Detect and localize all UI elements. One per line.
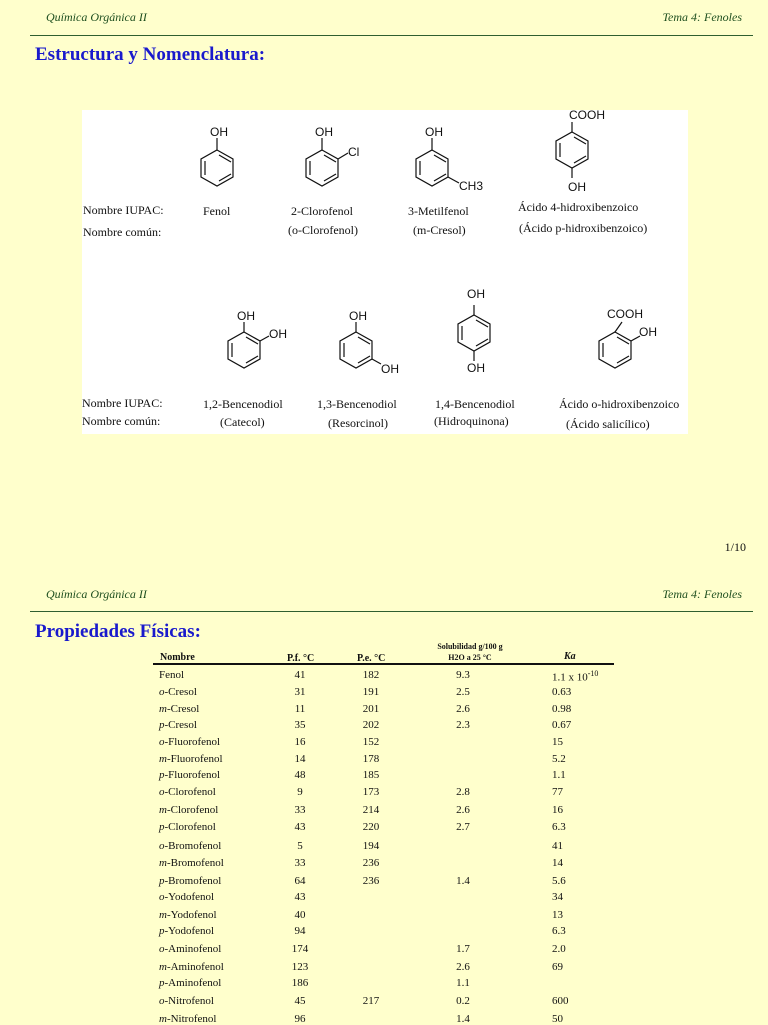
- chlorophenol-oh-label: OH: [315, 125, 333, 139]
- col-pf: P.f. °C: [287, 653, 315, 664]
- table-cell-ka: 6.3: [552, 821, 566, 833]
- table-cell-ka: 5.2: [552, 753, 566, 765]
- table-cell-name: o-Clorofenol: [159, 786, 216, 798]
- table-cell-pf: 186: [291, 977, 309, 989]
- table-cell-pf: 43: [294, 821, 306, 833]
- col-ka: Ka: [564, 651, 576, 662]
- catechol-iupac: 1,2-Bencenodiol: [203, 397, 283, 411]
- hydroquinone-comun: (Hidroquinona): [434, 414, 509, 428]
- table-cell-pf: 11: [294, 703, 306, 715]
- table-cell-sol: 2.7: [456, 821, 470, 833]
- table-cell-ka: 2.0: [552, 943, 566, 955]
- table-cell-name: o-Cresol: [159, 686, 197, 698]
- table-cell-name: o-Fluorofenol: [159, 736, 221, 748]
- hydroquinone-iupac: 1,4-Bencenodiol: [435, 397, 515, 411]
- cresol-oh-label: OH: [425, 125, 443, 139]
- table-cell-ka: 77: [552, 786, 563, 798]
- table-cell-ka: 41: [552, 840, 563, 852]
- table-cell-ka: 16: [552, 804, 563, 816]
- catechol-structure: [228, 322, 269, 368]
- table-cell-pe: 202: [362, 719, 380, 731]
- table-cell-sol: 1.1: [456, 977, 470, 989]
- table-cell-pe: 201: [362, 703, 380, 715]
- table-cell-name: Fenol: [159, 669, 185, 681]
- table-cell-pe: 236: [362, 875, 380, 887]
- table-cell-pe: 214: [362, 804, 380, 816]
- table-cell-pe: 220: [362, 821, 380, 833]
- structures-drawing: [82, 110, 688, 434]
- salicylic-iupac: Ácido o-hidroxibenzoico: [559, 397, 680, 411]
- table-cell-name: m-Aminofenol: [159, 961, 224, 973]
- table-cell-ka: 1.1: [552, 769, 566, 781]
- table-cell-ka: 14: [552, 857, 563, 869]
- table-cell-pe: 185: [362, 769, 380, 781]
- table-cell-sol: 2.3: [456, 719, 470, 731]
- table-cell-pf: 96: [294, 1013, 306, 1025]
- table-cell-ka: 5.6: [552, 875, 566, 887]
- resorcinol-oh1-label: OH: [349, 309, 367, 323]
- catechol-comun: (Catecol): [220, 415, 265, 429]
- col-solubilidad-1: Solubilidad g/100 g: [437, 642, 503, 651]
- table-cell-pf: 48: [294, 769, 306, 781]
- table-cell-pf: 33: [294, 804, 306, 816]
- table-cell-name: p-Yodofenol: [159, 925, 215, 937]
- salicylic-oh-label: OH: [639, 325, 657, 339]
- cresol-structure: [416, 138, 459, 186]
- table-cell-name: o-Nitrofenol: [159, 995, 214, 1007]
- chlorophenol-structure: [306, 138, 348, 186]
- table-cell-pe: 182: [362, 669, 380, 681]
- page-number: 1/10: [724, 540, 746, 554]
- chlorophenol-comun: (o-Clorofenol): [288, 223, 358, 237]
- table-cell-sol: 2.5: [456, 686, 470, 698]
- table-cell-name: p-Aminofenol: [159, 977, 222, 989]
- page1-header-rule: [30, 35, 753, 36]
- resorcinol-oh2-label: OH: [381, 362, 399, 376]
- row2-comun-label: Nombre común:: [82, 414, 161, 428]
- table-cell-name: p-Bromofenol: [159, 875, 222, 887]
- table-cell-sol: 2.6: [456, 804, 470, 816]
- cresol-iupac: 3-Metilfenol: [408, 204, 469, 218]
- hydroquinone-oh1-label: OH: [467, 287, 485, 301]
- col-pe: P.e. °C: [357, 653, 386, 664]
- table-cell-pe: 152: [362, 736, 380, 748]
- row1-iupac-label: Nombre IUPAC:: [83, 203, 164, 217]
- table-cell-name: m-Cresol: [159, 703, 200, 715]
- table-cell-ka: 0.98: [552, 703, 572, 715]
- hydroquinone-structure: [458, 305, 490, 361]
- chlorophenol-iupac: 2-Clorofenol: [291, 204, 353, 218]
- resorcinol-comun: (Resorcinol): [328, 416, 388, 430]
- table-cell-name: o-Bromofenol: [159, 840, 222, 852]
- table-cell-sol: 2.6: [456, 703, 470, 715]
- table-cell-pe: 236: [362, 857, 380, 869]
- table-cell-name: m-Bromofenol: [159, 857, 224, 869]
- table-cell-sol: 1.7: [456, 943, 470, 955]
- table-cell-ka: 600: [552, 995, 569, 1007]
- hydroxybenzoic-structure: [556, 122, 588, 178]
- table-cell-pf: 43: [294, 891, 306, 903]
- table-cell-pe: 191: [362, 686, 380, 698]
- table-cell-ka: 6.3: [552, 925, 566, 937]
- table-cell-sol: 1.4: [456, 875, 470, 887]
- page1-section-title: Estructura y Nomenclatura:: [35, 44, 266, 65]
- page2-header-right: Tema 4: Fenoles: [662, 587, 742, 601]
- table-cell-pf: 35: [294, 719, 306, 731]
- table-cell-ka: 0.63: [552, 686, 572, 698]
- table-cell-pf: 9: [297, 786, 303, 798]
- cresol-comun: (m-Cresol): [413, 223, 466, 237]
- table-cell-pf: 174: [291, 943, 309, 955]
- hba-oh-label: OH: [568, 180, 586, 194]
- table-cell-pf: 5: [297, 840, 303, 852]
- col-solubilidad-2: H2O a 25 °C: [448, 653, 492, 662]
- table-cell-pf: 40: [294, 909, 306, 921]
- table-cell-ka: 69: [552, 961, 563, 973]
- table-cell-ka: 1.1 x $10^{-10}$: [552, 669, 599, 684]
- table-cell-pe: 217: [362, 995, 380, 1007]
- catechol-oh1-label: OH: [237, 309, 255, 323]
- table-cell-ka: 15: [552, 736, 563, 748]
- table-cell-pf: 94: [294, 925, 306, 937]
- phenol-structure: [201, 138, 233, 186]
- page2-header-rule: [30, 611, 753, 612]
- table-cell-ka: 13: [552, 909, 563, 921]
- hba-cooh-label: COOH: [569, 110, 605, 122]
- table-cell-sol: 2.8: [456, 786, 470, 798]
- table-cell-pf: 33: [294, 857, 306, 869]
- catechol-oh2-label: OH: [269, 327, 287, 341]
- table-cell-pf: 64: [294, 875, 306, 887]
- table-cell-name: o-Aminofenol: [159, 943, 222, 955]
- structures-panel: [82, 110, 688, 434]
- page1-header-right: Tema 4: Fenoles: [662, 10, 742, 24]
- row1-comun-label: Nombre común:: [83, 225, 162, 239]
- chlorophenol-cl-label: Cl: [348, 145, 360, 159]
- table-cell-name: m-Clorofenol: [159, 804, 219, 816]
- table-cell-sol: 2.6: [456, 961, 470, 973]
- resorcinol-iupac: 1,3-Bencenodiol: [317, 397, 397, 411]
- table-cell-pe: 178: [362, 753, 380, 765]
- table-cell-name: p-Fluorofenol: [159, 769, 221, 781]
- phenol-oh-label: OH: [210, 125, 228, 139]
- table-header-rule: [153, 663, 614, 665]
- table-cell-pf: 16: [294, 736, 306, 748]
- table-cell-pe: 173: [362, 786, 380, 798]
- table-cell-name: m-Fluorofenol: [159, 753, 223, 765]
- table-cell-name: m-Nitrofenol: [159, 1013, 217, 1025]
- table-cell-pf: 14: [294, 753, 306, 765]
- table-cell-sol: 9.3: [456, 669, 470, 681]
- table-cell-pe: 194: [362, 840, 380, 852]
- table-cell-sol: 1.4: [456, 1013, 470, 1025]
- phenol-iupac: Fenol: [203, 204, 231, 218]
- cresol-ch3-label: CH3: [459, 179, 484, 193]
- table-cell-name: o-Yodofenol: [159, 891, 215, 903]
- row2-iupac-label: Nombre IUPAC:: [82, 396, 163, 410]
- hba-iupac: Ácido 4-hidroxibenzoico: [518, 200, 639, 214]
- table-cell-pf: 31: [294, 686, 306, 698]
- table-cell-name: p-Cresol: [159, 719, 197, 731]
- page1-header-left: Química Orgánica II: [46, 10, 147, 24]
- salicylic-structure: [599, 322, 640, 368]
- table-cell-ka: 34: [552, 891, 563, 903]
- table-cell-pf: 41: [294, 669, 306, 681]
- table-cell-sol: 0.2: [456, 995, 470, 1007]
- table-cell-pf: 45: [294, 995, 306, 1007]
- hba-comun: (Ácido p-hidroxibenzoico): [519, 221, 648, 235]
- resorcinol-structure: [340, 322, 381, 368]
- page2-header-left: Química Orgánica II: [46, 587, 147, 601]
- table-cell-pf: 123: [291, 961, 309, 973]
- salicylic-cooh-label: COOH: [607, 307, 643, 321]
- col-nombre: Nombre: [160, 652, 195, 663]
- table-cell-ka: 50: [552, 1013, 563, 1025]
- page2-section-title: Propiedades Físicas:: [35, 621, 201, 642]
- table-cell-name: m-Yodofenol: [159, 909, 217, 921]
- table-cell-name: p-Clorofenol: [159, 821, 216, 833]
- hydroquinone-oh2-label: OH: [467, 361, 485, 375]
- table-cell-ka: 0.67: [552, 719, 572, 731]
- salicylic-comun: (Ácido salicílico): [566, 417, 650, 431]
